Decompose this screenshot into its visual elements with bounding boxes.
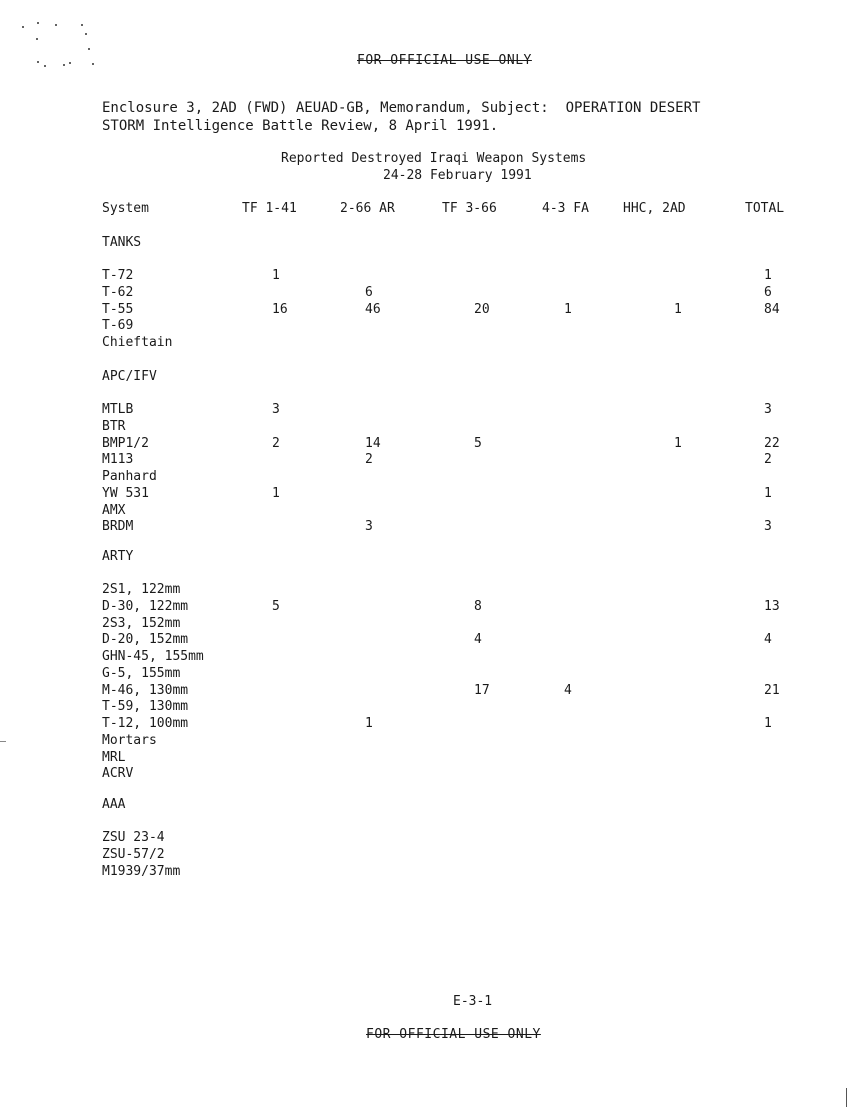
table-cell-total: 1 (764, 716, 772, 731)
table-cell-system: T-72 (102, 268, 134, 283)
table-cell-system: BTR (102, 418, 126, 434)
table-cell-total: 1 (764, 485, 772, 501)
table-cell-tf141: 2 (272, 435, 280, 451)
table-cell-system: Chieftain (102, 335, 173, 350)
table-row (0, 302, 850, 318)
table-row (0, 419, 850, 435)
table-cell-system: BMP1/2 (102, 435, 149, 451)
table-cell-tf366: 17 (474, 682, 490, 698)
table-cell-total: 2 (764, 452, 772, 468)
table-cell-system: D-20, 152mm (102, 632, 189, 648)
table-cell-tf141: 1 (272, 268, 280, 283)
table-cell-system: M-46, 130mm (102, 682, 189, 698)
col-header-43fa: 4-3 FA (542, 201, 589, 216)
table-row (0, 486, 850, 502)
table-cell-total: 22 (764, 435, 780, 451)
section-heading: AAA (102, 797, 126, 812)
table-cell-266ar: 3 (365, 519, 373, 535)
table-cell-total: 84 (764, 301, 780, 317)
table-cell-hhc: 1 (674, 435, 682, 451)
table-row (0, 716, 850, 732)
table-row (0, 318, 850, 334)
col-header-266ar: 2-66 AR (340, 201, 395, 216)
table-row (0, 436, 850, 452)
table-cell-total: 3 (764, 519, 772, 535)
table-cell-total: 21 (764, 682, 780, 698)
section-heading: APC/IFV (102, 369, 157, 384)
table-cell-system: 2S1, 122mm (102, 582, 181, 597)
table-row (0, 683, 850, 699)
col-header-tf141: TF 1-41 (242, 201, 297, 216)
table-row (0, 335, 850, 351)
table-cell-total: 3 (764, 402, 772, 417)
table-row (0, 582, 850, 598)
table-row (0, 830, 850, 846)
table-row (0, 268, 850, 284)
table-title: Reported Destroyed Iraqi Weapon Systems (281, 151, 587, 166)
table-cell-266ar: 46 (365, 301, 381, 317)
table-subtitle: 24-28 February 1991 (383, 168, 532, 183)
table-row (0, 864, 850, 880)
enclosure-line-1: Enclosure 3, 2AD (FWD) AEUAD-GB, Memorandum, Subject: OPERATION DESERT (102, 100, 701, 116)
table-cell-system: 2S3, 152mm (102, 615, 181, 631)
table-cell-tf141: 5 (272, 598, 280, 614)
table-cell-system: MTLB (102, 402, 134, 417)
table-cell-total: 1 (764, 268, 772, 283)
table-cell-tf141: 16 (272, 301, 288, 317)
enclosure-line-2: STORM Intelligence Battle Review, 8 April 1991. (102, 118, 499, 134)
table-row (0, 285, 850, 301)
table-row (0, 733, 850, 749)
table-row (0, 766, 850, 782)
table-row (0, 666, 850, 682)
col-header-tf366: TF 3-66 (442, 201, 497, 216)
table-cell-system: M1939/37mm (102, 863, 181, 879)
table-cell-tf366: 8 (474, 598, 482, 614)
table-cell-system: T-62 (102, 284, 134, 300)
table-row (0, 519, 850, 535)
table-row (0, 847, 850, 863)
classification-top: FOR OFFICIAL USE ONLY (357, 53, 532, 68)
table-cell-system: D-30, 122mm (102, 598, 189, 614)
col-header-system: System (102, 201, 149, 216)
scan-edge-tick (0, 741, 6, 742)
table-cell-43fa: 4 (564, 682, 572, 698)
table-cell-system: YW 531 (102, 485, 149, 501)
table-cell-system: GHN-45, 155mm (102, 649, 204, 664)
table-cell-system: BRDM (102, 519, 134, 535)
table-cell-266ar: 14 (365, 435, 381, 451)
table-cell-tf366: 4 (474, 632, 482, 648)
page-number: E-3-1 (453, 994, 493, 1009)
table-cell-system: T-69 (102, 318, 134, 334)
table-cell-system: T-55 (102, 301, 134, 317)
table-cell-tf141: 3 (272, 402, 280, 417)
table-cell-system: AMX (102, 502, 126, 518)
table-cell-tf141: 1 (272, 485, 280, 501)
table-cell-system: G-5, 155mm (102, 665, 181, 681)
table-cell-system: Mortars (102, 732, 157, 748)
table-cell-tf366: 5 (474, 435, 482, 451)
table-row (0, 469, 850, 485)
table-cell-total: 13 (764, 598, 780, 614)
table-row (0, 599, 850, 615)
section-heading: ARTY (102, 549, 134, 564)
table-row (0, 616, 850, 632)
table-cell-total: 6 (764, 284, 772, 300)
table-cell-266ar: 6 (365, 284, 373, 300)
table-row (0, 632, 850, 648)
table-row (0, 750, 850, 766)
table-cell-266ar: 1 (365, 716, 373, 731)
table-cell-hhc: 1 (674, 301, 682, 317)
col-header-hhc: HHC, 2AD (623, 201, 686, 216)
table-cell-system: ACRV (102, 766, 134, 782)
table-cell-43fa: 1 (564, 301, 572, 317)
table-cell-system: M113 (102, 452, 134, 468)
table-row (0, 699, 850, 715)
table-row (0, 402, 850, 418)
table-cell-tf366: 20 (474, 301, 490, 317)
table-cell-total: 4 (764, 632, 772, 648)
table-row (0, 452, 850, 468)
scan-edge-line (846, 1088, 847, 1107)
section-heading: TANKS (102, 235, 142, 250)
table-cell-system: T-12, 100mm (102, 716, 189, 731)
table-cell-system: T-59, 130mm (102, 699, 189, 715)
table-cell-system: ZSU-57/2 (102, 846, 165, 862)
table-row (0, 649, 850, 665)
col-header-total: TOTAL (745, 201, 785, 216)
classification-bottom: FOR OFFICIAL USE ONLY (366, 1027, 541, 1042)
table-row (0, 503, 850, 519)
table-cell-system: Panhard (102, 469, 157, 484)
table-cell-266ar: 2 (365, 452, 373, 468)
table-cell-system: ZSU 23-4 (102, 830, 165, 845)
table-cell-system: MRL (102, 749, 126, 765)
